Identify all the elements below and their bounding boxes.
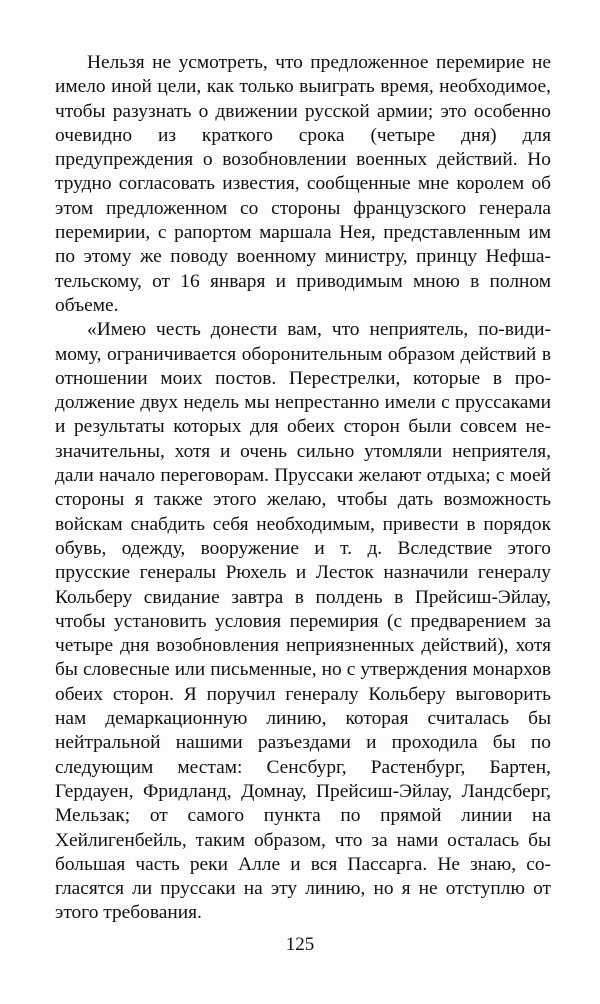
body-text: [55, 51, 551, 926]
paragraph-2: «Имею честь донести вам, что неприятель, по-видимому, ограничивается оборонительным образом действий в отношении моих постов. Перестрелки, которые в продолжение двух недель мы непрестанно имели с пруссаками и результаты которых для обеих сторон были совсем незначительны, хотя и очень сильно утомляли неприятеля, дали начало переговорам. Пруссаки желают отдыха; с моей стороны я также этого желаю, чтобы дать возможность войскам снабдить себя необходимым, привести в порядок обувь, одежду, вооружение и т. д. Вследствие этого прусские генералы Рюхель и Лесток назначили генералу Кольберу свидание завтра в полдень в Прейсиш-Эйлау, чтобы установить условия перемирия (с предварением за четыре дня возобновления неприязненных действий), хотя бы словесные или письменные, но с утверждения монархов обеих сторон. Я поручил генералу Кольберу выговорить нам демаркационную линию, которая считалась бы нейтральной нашими разъездами и проходила бы по следующим местам: Сенсбург, Растенбург, Бартен, Гердауен, Фридланд, Домнау, Прейсиш-Эйлау, Ландсберг, Мельзак; от самого пункта по прямой линии на Хейлигенбейль, таким образом, что за нами осталась бы большая часть реки Алле и вся Пассарга. Не знаю, согласятся ли пруссаки на эту линию, но я не отступлю от этого требования.: [55, 319, 551, 924]
page-number: 125: [285, 934, 315, 955]
paragraph-1: Нельзя не усмотреть, что предложенное перемирие не имело иной цели, как только выиграть время, необходимое, чтобы разузнать о движении русской армии; это особенно очевидно из краткого срока (четыре дня) для предупреждения о возобновлении военных действий. Но трудно согласовать известия, сообщенные мне королем об этом предложенном со стороны французского генерала перемирии, с рапортом маршала Нея, представленным им по этому же поводу военному министру, принцу Нефшательскому, от 16 января и приводимым мною в полном объеме.: [55, 52, 551, 316]
